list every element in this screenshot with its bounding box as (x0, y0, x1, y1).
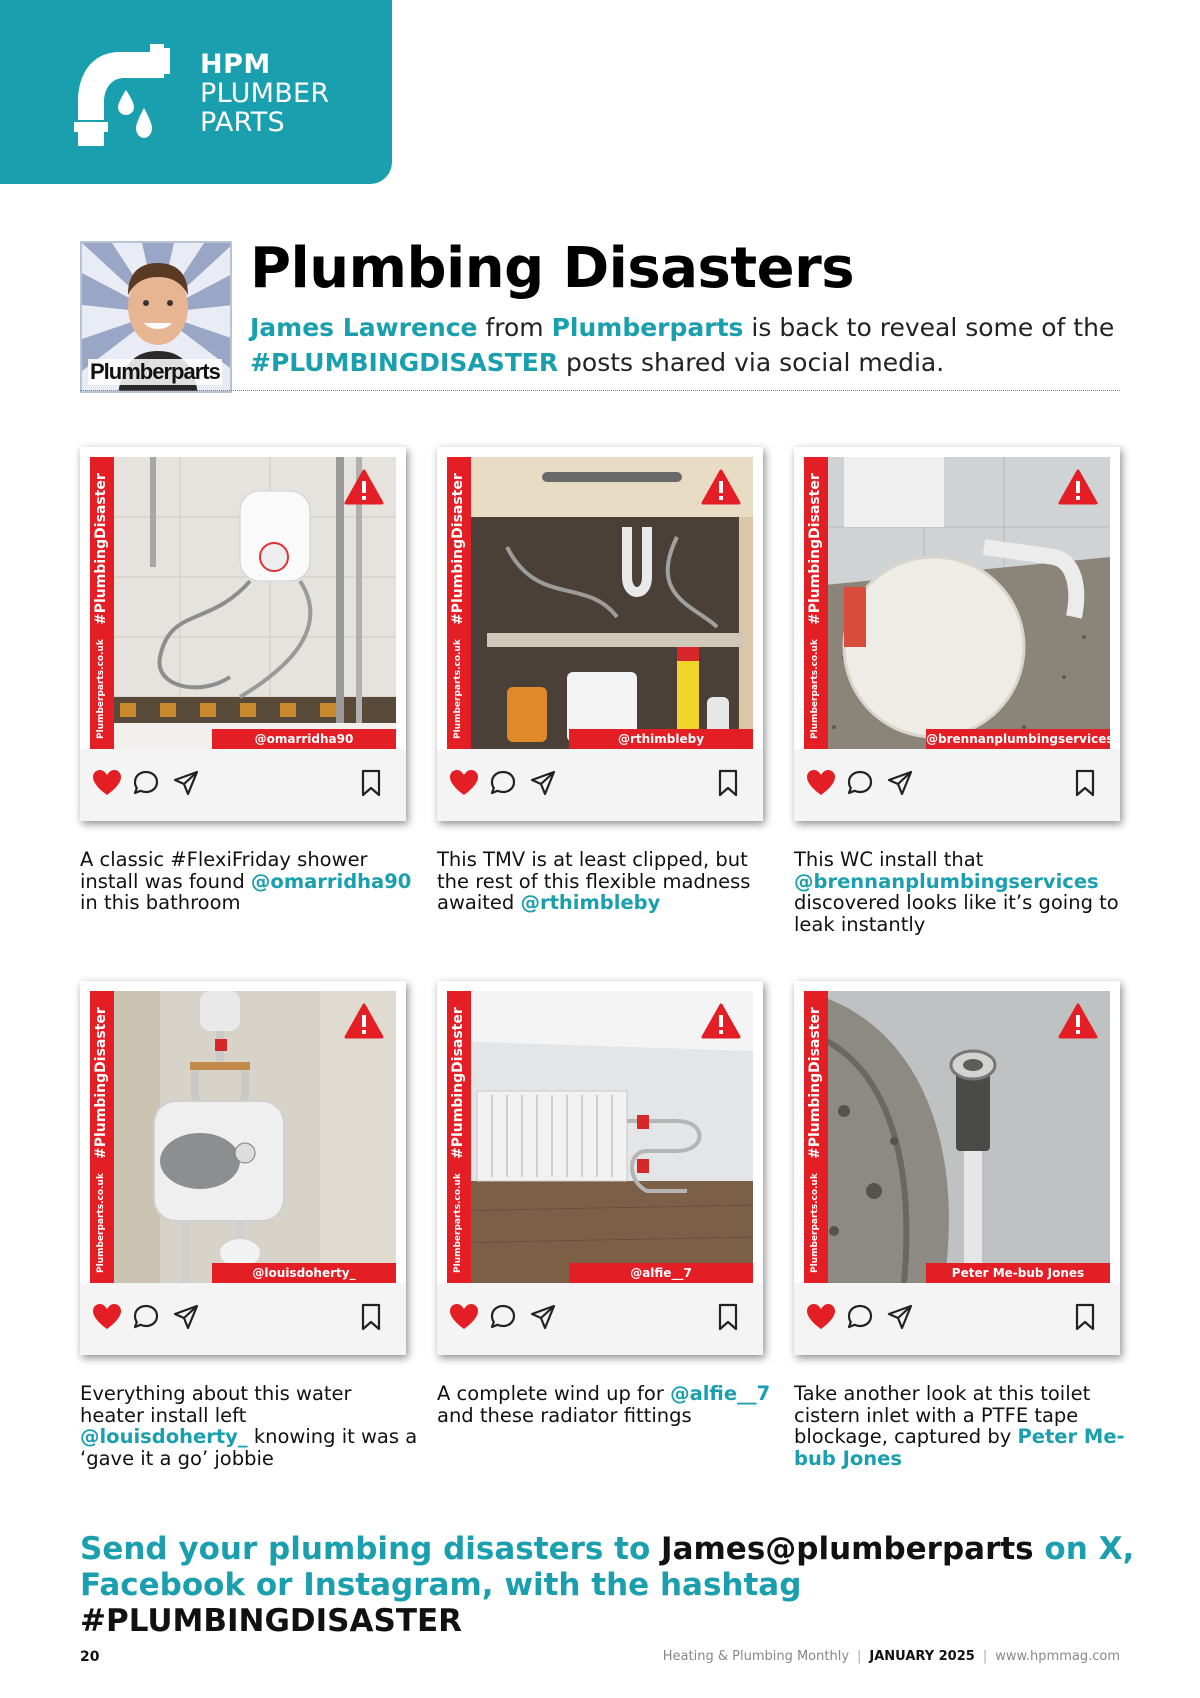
post-actions (794, 1283, 1120, 1355)
post-actions (437, 749, 763, 821)
heart-icon[interactable] (92, 1303, 122, 1331)
post-caption-2 (437, 849, 777, 914)
post-actions (80, 749, 406, 821)
side-website: Plumberparts.co.uk (453, 1173, 463, 1273)
intro-author-name: James Lawrence (250, 313, 478, 342)
call-to-action (80, 1531, 1160, 1639)
brand-header (0, 0, 392, 184)
page-footer (80, 1649, 1120, 1669)
footer-meta: Heating & Plumbing Monthly | JANUARY 2025 | www.hpmmag.com (662, 1649, 1120, 1664)
post-card-4 (80, 981, 406, 1355)
cta-email: James@plumberparts (661, 1531, 1034, 1567)
caption-text-end: and these radiator fittings (437, 1403, 692, 1427)
bookmark-icon[interactable] (1074, 769, 1096, 797)
warning-icon (1058, 1003, 1098, 1039)
post-card-6 (794, 981, 1120, 1355)
intro-hashtag: #PLUMBINGDISASTER (250, 348, 559, 377)
post-handle: @omarridha90 (212, 729, 396, 749)
bookmark-icon[interactable] (360, 1303, 382, 1331)
post-handle: @louisdoherty_ (212, 1263, 396, 1283)
cta-text-1: Send your plumbing disasters to (80, 1531, 662, 1567)
post-card-2 (437, 447, 763, 821)
title-divider (80, 390, 1120, 391)
brand-line-1: HPM (200, 49, 271, 80)
send-icon[interactable] (172, 1303, 200, 1331)
warning-icon (1058, 469, 1098, 505)
issue-date: JANUARY 2025 (869, 1649, 975, 1664)
side-hashtag: #PlumbingDisaster (450, 473, 466, 625)
author-badge: Plumberparts (90, 359, 220, 384)
caption-text: Everything about this water heater install left (80, 1382, 352, 1427)
comment-icon[interactable] (132, 769, 160, 797)
send-icon[interactable] (529, 769, 557, 797)
post-caption-1 (80, 849, 420, 914)
tap-logo-icon (74, 44, 184, 150)
caption-text: Take another look at this toilet cistern inlet with a PTFE tape blockage, captured by (794, 1382, 1091, 1448)
side-website: Plumberparts.co.uk (810, 1173, 820, 1273)
side-website: Plumberparts.co.uk (810, 639, 820, 739)
heart-icon[interactable] (449, 769, 479, 797)
warning-icon (701, 1003, 741, 1039)
post-handle: Peter Me-bub Jones (926, 1263, 1110, 1283)
caption-handle: @alfie__7 (670, 1382, 771, 1405)
caption-text: A classic #FlexiFriday shower install was found (80, 848, 368, 893)
caption-text: A complete wind up for (437, 1382, 671, 1405)
heart-icon[interactable] (449, 1303, 479, 1331)
comment-icon[interactable] (489, 769, 517, 797)
magazine-name: Heating & Plumbing Monthly (662, 1649, 850, 1664)
caption-text-end: knowing it was a ‘gave it a go’ jobbie (80, 1425, 418, 1470)
post-actions (80, 1283, 406, 1355)
caption-handle: Peter Me-bub Jones (794, 1425, 1125, 1470)
bookmark-icon[interactable] (717, 1303, 739, 1331)
intro-rest-2: posts shared via social media. (558, 348, 945, 377)
side-hashtag: #PlumbingDisaster (450, 1007, 466, 1159)
cta-hashtag: #PLUMBINGDISASTER (80, 1603, 463, 1639)
caption-handle: @louisdoherty_ (80, 1425, 248, 1448)
send-icon[interactable] (172, 769, 200, 797)
post-actions (794, 749, 1120, 821)
intro-text (250, 310, 1130, 380)
caption-text: This TMV is at least clipped, but the rest of this flexible madness awaited (437, 848, 751, 914)
brand-line-2: PLUMBER (200, 78, 330, 109)
caption-handle: @rthimbleby (520, 891, 661, 914)
send-icon[interactable] (886, 1303, 914, 1331)
side-hashtag: #PlumbingDisaster (807, 473, 823, 625)
intro-from: from (477, 313, 552, 342)
side-website: Plumberparts.co.uk (453, 639, 463, 739)
caption-handle: @omarridha90 (250, 869, 412, 893)
post-caption-6 (794, 1383, 1134, 1469)
heart-icon[interactable] (92, 769, 122, 797)
side-hashtag: #PlumbingDisaster (93, 1007, 109, 1159)
side-hashtag: #PlumbingDisaster (93, 473, 109, 625)
cta-text-2: on X, Facebook or Instagram, with the hashtag (80, 1531, 1135, 1603)
bookmark-icon[interactable] (717, 769, 739, 797)
intro-rest-1: is back to reveal some of the (743, 313, 1115, 342)
comment-icon[interactable] (489, 1303, 517, 1331)
post-card-5 (437, 981, 763, 1355)
brand-wordmark (200, 50, 329, 137)
post-caption-5 (437, 1383, 777, 1426)
caption-text-end: in this bathroom (80, 891, 241, 914)
page-number: 20 (80, 1649, 100, 1665)
send-icon[interactable] (529, 1303, 557, 1331)
warning-icon (344, 1003, 384, 1039)
post-caption-3 (794, 849, 1134, 935)
post-actions (437, 1283, 763, 1355)
warning-icon (344, 469, 384, 505)
side-website: Plumberparts.co.uk (96, 639, 106, 739)
side-hashtag: #PlumbingDisaster (807, 1007, 823, 1159)
comment-icon[interactable] (846, 769, 874, 797)
heart-icon[interactable] (806, 1303, 836, 1331)
caption-text: This WC install that (794, 848, 984, 871)
post-caption-4 (80, 1383, 420, 1469)
website-link[interactable]: www.hpmmag.com (995, 1649, 1120, 1664)
heart-icon[interactable] (806, 769, 836, 797)
post-card-3 (794, 447, 1120, 821)
intro-company: Plumberparts (551, 313, 744, 342)
comment-icon[interactable] (846, 1303, 874, 1331)
caption-text-end: discovered looks like it’s going to leak instantly (794, 891, 1119, 936)
bookmark-icon[interactable] (360, 769, 382, 797)
send-icon[interactable] (886, 769, 914, 797)
post-handle: @rthimbleby (569, 729, 753, 749)
comment-icon[interactable] (132, 1303, 160, 1331)
page-title: Plumbing Disasters (250, 236, 855, 301)
side-website: Plumberparts.co.uk (96, 1173, 106, 1273)
author-portrait (80, 241, 232, 393)
post-handle: @brennanplumbingservices (926, 729, 1110, 749)
post-card-1 (80, 447, 406, 821)
warning-icon (701, 469, 741, 505)
brand-line-3: PARTS (200, 107, 285, 138)
post-handle: @alfie__7 (569, 1263, 753, 1283)
bookmark-icon[interactable] (1074, 1303, 1096, 1331)
caption-handle: @brennanplumbingservices (794, 869, 1099, 893)
